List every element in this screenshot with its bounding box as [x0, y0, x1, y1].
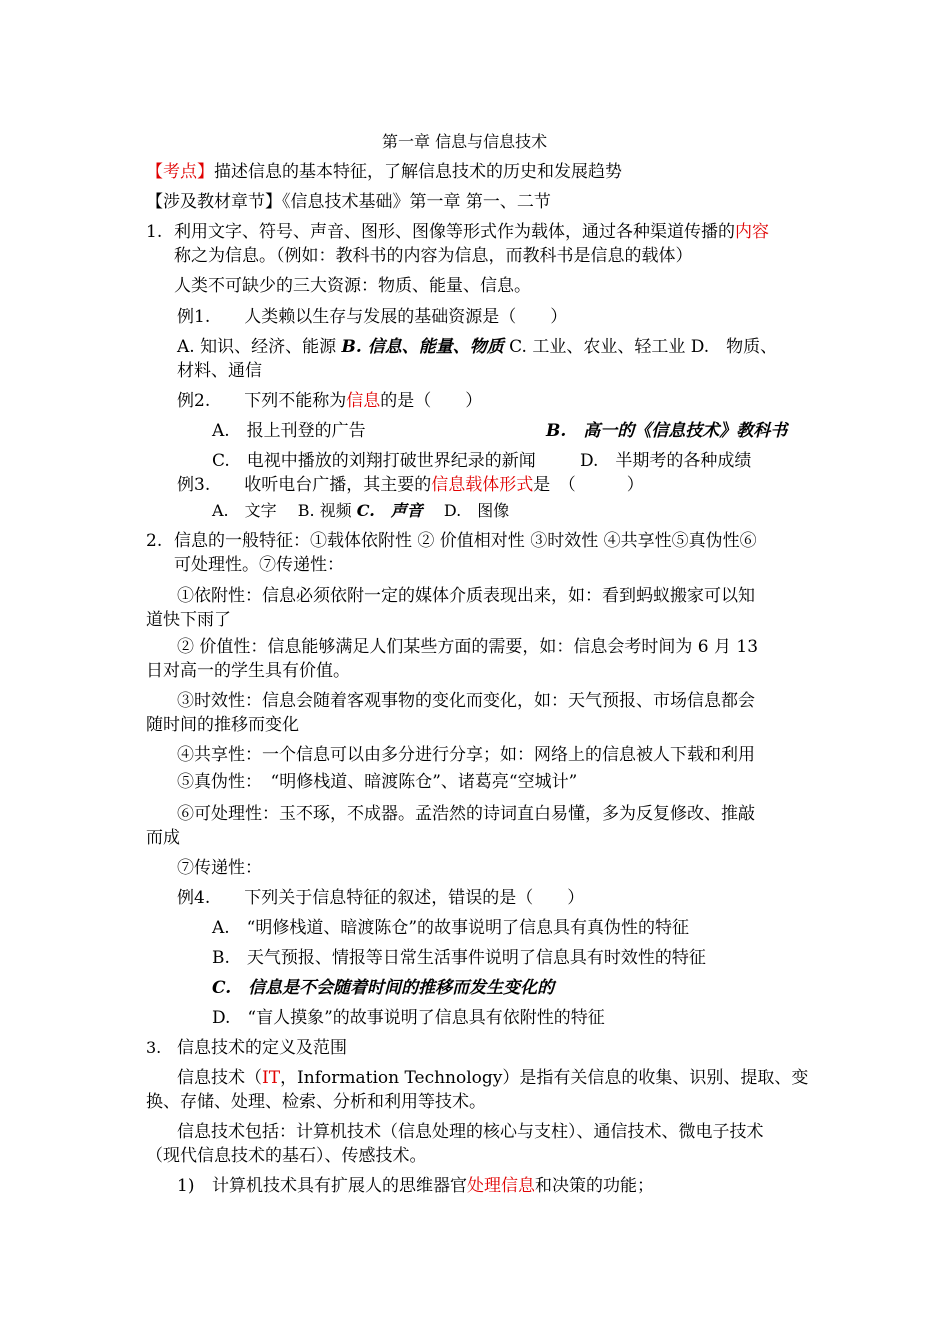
example-2-question-text: 例2. 下列不能称为 [177, 391, 347, 411]
section-1-text: 利用文字、符号、声音、图形、图像等形式作为载体，通过各种渠道传播的 [174, 222, 735, 242]
example-2-question [177, 390, 482, 412]
feature-value-cont: 日对高一的学生具有价值。 [146, 661, 350, 681]
example-3-question-tail: 是 （ ） [533, 475, 644, 495]
example-4-option-c: C. 信息是不会随着时间的推移而发生变化的 [212, 978, 555, 998]
feature-timeliness: ③时效性：信息会随着客观事物的变化而变化，如：天气预报、市场信息都会 [177, 691, 755, 711]
section-2-line-2: 可处理性。⑦传递性： [174, 555, 344, 575]
page-title: 第一章 信息与信息技术 [382, 132, 548, 151]
feature-processability-cont: 而成 [146, 828, 180, 848]
example-2-option-d: D. 半期考的各种成绩 [580, 451, 752, 471]
example-2-option-c: C. 电视中播放的刘翔打破世界纪录的新闻 [212, 451, 536, 471]
example-3-question-text: 例3. 收听电台广播，其主要的 [177, 475, 432, 495]
section-2-number: 2. [146, 531, 163, 551]
feature-dependency-cont: 道快下雨了 [146, 610, 231, 630]
chapter-reference: 【涉及教材章节】《信息技术基础》第一章 第一、二节 [146, 192, 551, 212]
example-1-option-a: A. 知识、经济、能源 [177, 337, 337, 357]
example-1-options [177, 336, 777, 358]
example-1-question: 例1. 人类赖以生存与发展的基础资源是（ ） [177, 307, 568, 327]
section-3-heading: 信息技术的定义及范围 [177, 1038, 347, 1058]
section-1-number: 1. [146, 222, 163, 242]
section-3-number: 3. [146, 1038, 162, 1057]
kaodian-line [146, 161, 622, 183]
example-3-option-d: D. 图像 [443, 501, 510, 520]
it-includes: 信息技术包括：计算机技术（信息处理的核心与支柱）、通信技术、微电子技术 [177, 1122, 764, 1142]
it-definition-tail: ，Information Technology）是指有关信息的收集、识别、提取、变 [280, 1068, 809, 1088]
example-2-question-tail: 的是（ ） [380, 391, 483, 411]
it-definition-cont: 换、存储、处理、检索、分析和利用等技术。 [146, 1092, 486, 1112]
example-3-option-b: B. 视频 [297, 501, 352, 520]
highlight-it: IT [262, 1068, 281, 1088]
example-3-options [212, 500, 509, 522]
example-4-option-a: A. “明修栈道、暗渡陈仓”的故事说明了信息具有真伪性的特征 [212, 918, 690, 938]
example-4-question: 例4. 下列关于信息特征的叙述，错误的是（ ） [177, 888, 585, 908]
example-1-option-b: B. 信息、能量、物质 [341, 337, 504, 357]
item-1-text-b: 和决策的功能； [535, 1176, 654, 1196]
feature-timeliness-cont: 随时间的推移而变化 [146, 715, 299, 735]
feature-value: ② 价值性：信息能够满足人们某些方面的需要，如：信息会考时间为 6 月 13 [177, 637, 759, 657]
it-definition [177, 1067, 808, 1089]
feature-transmissibility: ⑦传递性： [177, 858, 262, 878]
section-1-line-3: 人类不可缺少的三大资源：物质、能量、信息。 [174, 276, 531, 296]
feature-authenticity: ⑤真伪性： “明修栈道、暗渡陈仓”、诸葛亮“空城计” [177, 772, 578, 792]
item-1-text [212, 1175, 654, 1197]
it-definition-text: 信息技术（ [177, 1068, 262, 1088]
item-1-number: 1) [177, 1176, 195, 1196]
example-3-question [177, 474, 644, 496]
kaodian-text: 描述信息的基本特征，了解信息技术的历史和发展趋势 [214, 162, 622, 182]
example-2-option-a: A. 报上刊登的广告 [212, 421, 366, 441]
highlight-carrier-form: 信息载体形式 [431, 475, 534, 495]
example-3-option-a: A. 文字 [212, 501, 277, 520]
it-includes-cont: （现代信息技术的基石）、传感技术。 [146, 1146, 427, 1166]
feature-processability: ⑥可处理性：玉不琢，不成器。孟浩然的诗词直白易懂，多为反复修改、推敲 [177, 804, 755, 824]
feature-sharing: ④共享性：一个信息可以由多分进行分享；如：网络上的信息被人下载和利用 [177, 745, 755, 765]
highlight-info: 信息 [346, 391, 381, 411]
highlight-process-info: 处理信息 [467, 1176, 535, 1196]
section-1-line-2: 称之为信息。（例如：教科书的内容为信息，而教科书是信息的载体） [174, 246, 693, 266]
section-2-line-1: 信息的一般特征：①载体依附性 ② 价值相对性 ③时效性 ④共享性⑤真伪性⑥ [174, 531, 757, 551]
example-4-option-b: B. 天气预报、情报等日常生活事件说明了信息具有时效性的特征 [212, 948, 706, 968]
item-1-text-a: 计算机技术具有扩展人的思维器官 [212, 1176, 467, 1196]
feature-dependency: ①依附性：信息必须依附一定的媒体介质表现出来，如：看到蚂蚁搬家可以知 [177, 586, 755, 606]
example-1-options-cont: 材料、通信 [177, 361, 262, 381]
example-3-option-c: C. 声音 [356, 501, 423, 520]
example-1-option-cd: C. 工业、农业、轻工业 D. 物质、 [509, 337, 778, 357]
example-4-option-d: D. “盲人摸象”的故事说明了信息具有依附性的特征 [212, 1008, 605, 1028]
section-1-line-1 [174, 221, 769, 243]
highlight-content: 内容 [735, 222, 769, 242]
example-2-option-b: B. 高一的《信息技术》教科书 [546, 421, 788, 441]
kaodian-tag: 【考点】 [146, 162, 214, 182]
